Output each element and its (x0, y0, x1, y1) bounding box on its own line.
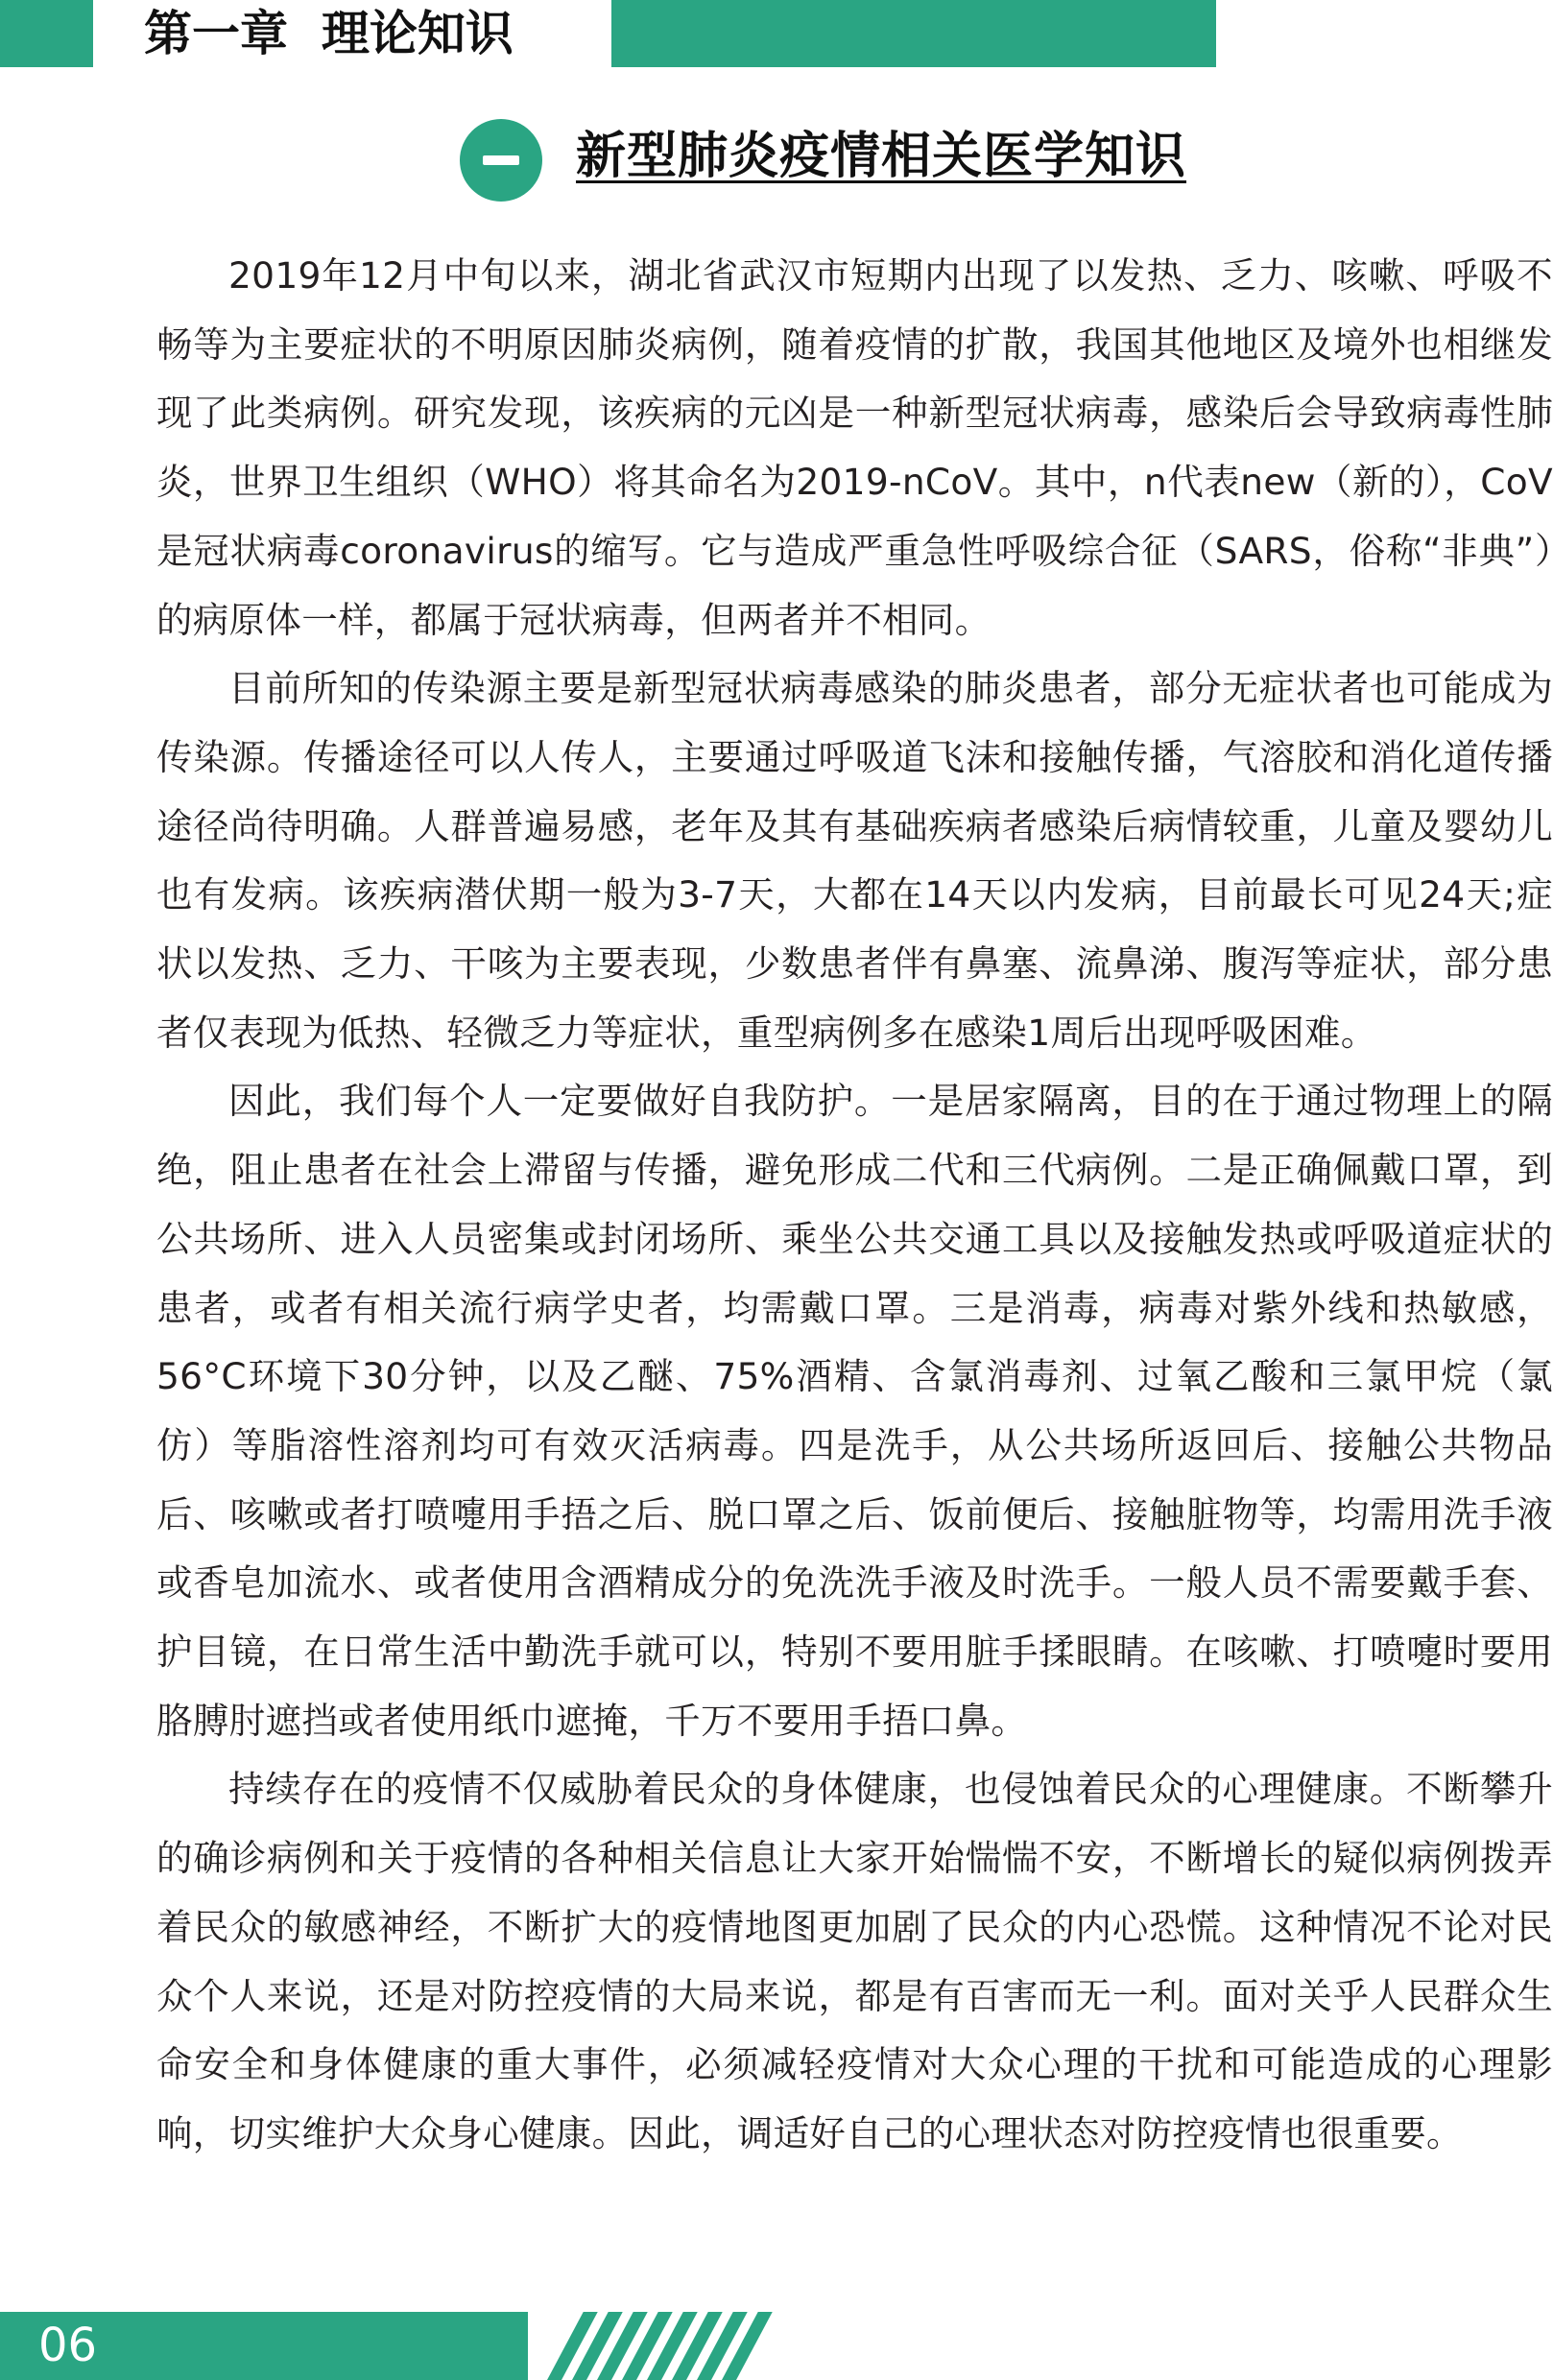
header-accent-bar-left (0, 0, 93, 67)
chapter-title: 第一章 理论知识 (144, 6, 514, 61)
page-number: 06 (38, 2319, 98, 2372)
header-accent-bar-right (611, 0, 1216, 67)
paragraph: 持续存在的疫情不仅威胁着民众的身体健康，也侵蚀着民众的心理健康。不断攀升的确诊病例和关于疫情的各种相关信息让大家开始惴惴不安，不断增长的疑似病例拨弄着民众的敏感神经，不断扩大的疫情地图更加剧了民众的内心恐慌。这种情况不论对民众个人来说，还是对防控疫情的大局来说，都是有百害而无一利。面对关乎人民群众生命安全和身体健康的重大事件，必须减轻疫情对大众心理的干扰和可能造成的心理影响，切实维护大众身心健康。因此，调适好自己的心理状态对防控疫情也很重要。 (156, 1768, 1553, 2154)
paragraph: 目前所知的传染源主要是新型冠状病毒感染的肺炎患者，部分无症状者也可能成为传染源。传播途径可以人传人，主要通过呼吸道飞沫和接触传播，气溶胶和消化道传播途径尚待明确。人群普遍易感，老年及其有基础疾病者感染后病情较重，儿童及婴幼儿也有发病。该疾病潜伏期一般为3-7天，大都在14天以内发病，目前最长可见24天;症状以发热、乏力、干咳为主要表现，少数患者伴有鼻塞、流鼻涕、腹泻等症状，部分患者仅表现为低热、轻微乏力等症状，重型病例多在感染1周后出现呼吸困难。 (156, 667, 1553, 1054)
article-body (156, 242, 1553, 2169)
paragraph: 因此，我们每个人一定要做好自我防护。一是居家隔离，目的在于通过物理上的隔绝，阻止患者在社会上滞留与传播，避免形成二代和三代病例。二是正确佩戴口罩，到公共场所、进入人员密集或封闭场所、乘坐公共交通工具以及接触发热或呼吸道症状的患者，或者有相关流行病学史者，均需戴口罩。三是消毒，病毒对紫外线和热敏感，56°C环境下30分钟，以及乙醚、75%酒精、含氯消毒剂、过氧乙酸和三氯甲烷（氯仿）等脂溶性溶剂均可有效灭活病毒。四是洗手，从公共场所返回后、接触公共物品后、咳嗽或者打喷嚏用手捂之后、脱口罩之后、饭前便后、接触脏物等，均需用洗手液或香皂加流水、或者使用含酒精成分的免洗洗手液及时洗手。一般人员不需要戴手套、护目镜，在日常生活中勤洗手就可以，特别不要用脏手揉眼睛。在咳嗽、打喷嚏时要用胳膊肘遮挡或者使用纸巾遮掩，千万不要用手捂口鼻。 (156, 1080, 1553, 1742)
paragraph: 2019年12月中旬以来，湖北省武汉市短期内出现了以发热、乏力、咳嗽、呼吸不畅等为主要症状的不明原因肺炎病例，随着疫情的扩散，我国其他地区及境外也相继发现了此类病例。研究发现，该疾病的元凶是一种新型冠状病毒，感染后会导致病毒性肺炎，世界卫生组织（WHO）将其命名为2019-nCoV。其中，n代表new（新的），CoV是冠状病毒coronavirus的缩写。它与造成严重急性呼吸综合征（SARS，俗称“非典”）的病原体一样，都属于冠状病毒，但两者并不相同。 (156, 254, 1553, 641)
section-number-dash-icon (483, 155, 519, 165)
section-title: 新型肺炎疫情相关医学知识 (576, 128, 1187, 185)
